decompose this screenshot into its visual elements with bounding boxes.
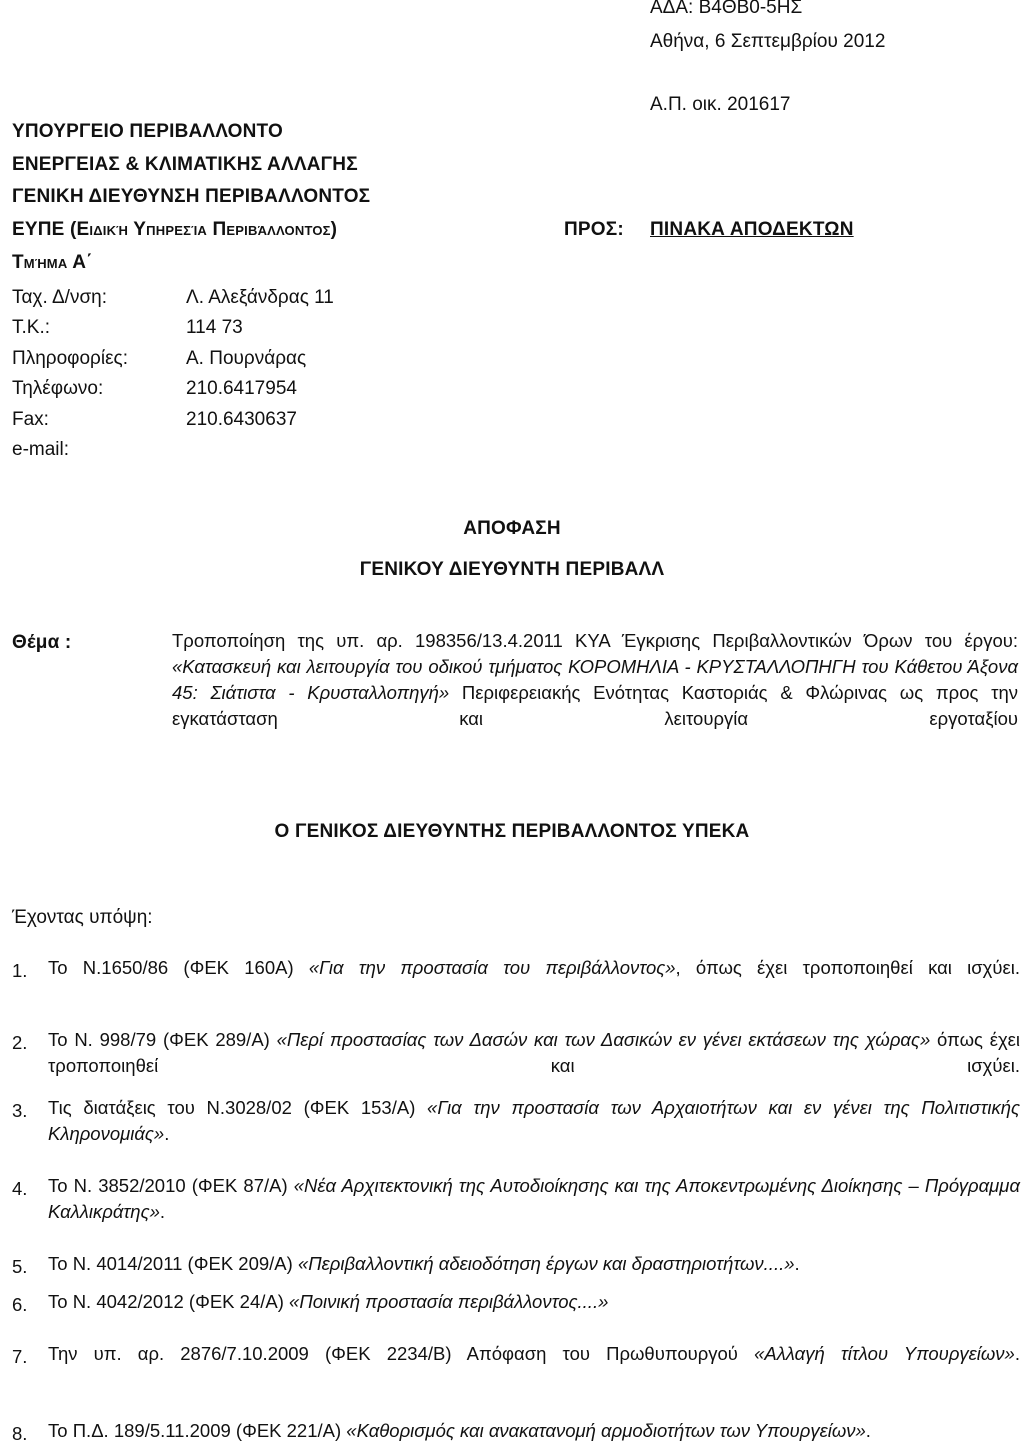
- list-item-text: Το Ν. 4042/2012 (ΦΕΚ 24/Α): [48, 1291, 290, 1312]
- sender-service-suffix: ): [330, 219, 338, 240]
- list-item: [48, 1095, 1020, 1173]
- list-item-text: .: [164, 1123, 170, 1144]
- list-item: [48, 1173, 1020, 1251]
- recipient-value: ΠΙΝΑΚΑ ΑΠΟΔΕΚΤΩΝ: [650, 219, 854, 240]
- contact-label: Τ.Κ.:: [12, 317, 51, 338]
- ada-code: ΑΔΑ: Β4ΘΒ0-5ΗΣ: [650, 0, 803, 18]
- document-date: Αθήνα, 6 Σεπτεμβρίου 2012: [650, 31, 886, 52]
- list-item-title: «Για την προστασία των Αρχαιοτήτων και εν γένει της Πολιτιστικής Κληρονομιάς»: [48, 1097, 1020, 1144]
- sender-department: Τμήμα Α΄: [12, 252, 93, 273]
- considering-heading: Έχοντας υπόψη:: [12, 907, 153, 928]
- list-item-number: 3.: [12, 1100, 28, 1121]
- protocol-number: Α.Π. οικ. 201617: [650, 94, 791, 115]
- list-item: [48, 1418, 1020, 1444]
- list-item: [48, 1289, 1020, 1315]
- list-item-text: .: [794, 1253, 800, 1274]
- list-item-number: 8.: [12, 1423, 28, 1444]
- list-item-title: «Για την προστασία του περιβάλλοντος»: [308, 957, 676, 978]
- list-item-title: «Ποινική προστασία περιβάλλοντος....»: [289, 1291, 609, 1312]
- contact-label: Ταχ. Δ/νση:: [12, 287, 108, 308]
- sender-directorate: ΓΕΝΙΚΗ ΔΙΕΥΘΥΝΣΗ ΠΕΡΙΒΑΛΛΟΝΤΟΣ: [12, 186, 371, 207]
- list-item-text: , όπως έχει τροποποιηθεί και ισχύει.: [675, 957, 1020, 978]
- list-item-title: «Αλλαγή τίτλου Υπουργείων»: [754, 1343, 1015, 1364]
- contact-value: 210.6430637: [186, 409, 297, 430]
- sender-ministry-line1: ΥΠΟΥΡΓΕΙΟ ΠΕΡΙΒΑΛΛΟΝΤΟ: [12, 121, 283, 142]
- contact-label: e-mail:: [12, 439, 70, 460]
- contact-value: Λ. Αλεξάνδρας 11: [186, 287, 334, 308]
- list-item-number: 1.: [12, 960, 28, 981]
- subject-part: Τροποποίηση της υπ. αρ. 198356/13.4.2011 ΚΥΑ Έγκρισης Περιβαλλοντικών Όρων του έργου:: [172, 630, 1018, 651]
- contact-value: Α. Πουρνάρας: [186, 348, 307, 369]
- list-item-title: «Νέα Αρχιτεκτονική της Αυτοδιοίκησης και της Αποκεντρωμένης Διοίκησης – Πρόγραμμα Καλλικράτης»: [48, 1175, 1020, 1222]
- decision-title: ΑΠΟΦΑΣΗ: [463, 518, 561, 539]
- subject-part: Περιφερειακής Ενότητας Καστοριάς & Φλώρινας ως προς την εγκατάσταση και λειτουργία εργοταξίου: [172, 682, 1018, 729]
- list-item-text: Το Ν. 4014/2011 (ΦΕΚ 209/Α): [48, 1253, 298, 1274]
- list-item-number: 7.: [12, 1346, 28, 1367]
- list-item-title: «Περί προστασίας των Δασών και των Δασικών εν γένει εκτάσεων της χώρας»: [276, 1029, 931, 1050]
- list-item-text: Το Ν. 998/79 (ΦΕΚ 289/Α): [48, 1029, 277, 1050]
- list-item-text: .: [159, 1201, 165, 1222]
- list-item-title: «Καθορισμός και ανακατανομή αρμοδιοτήτων των Υπουργείων»: [346, 1420, 866, 1441]
- sender-service-prefix: ΕΥΠΕ (: [12, 219, 77, 240]
- subject-label: Θέμα :: [12, 632, 72, 653]
- list-item-number: 4.: [12, 1178, 28, 1199]
- contact-value: 210.6417954: [186, 378, 297, 399]
- list-item-text: .: [1014, 1343, 1020, 1364]
- sender-service: [12, 219, 337, 241]
- list-item-text: Το Ν. 3852/2010 (ΦΕΚ 87/Α): [48, 1175, 294, 1196]
- list-item: [48, 1251, 1020, 1277]
- list-item-number: 5.: [12, 1256, 28, 1277]
- sender-service-name: Ειδική Υπηρεσία Περιβάλλοντος: [76, 219, 331, 240]
- subject-project: «Κατασκευή και λειτουργία του οδικού τμήματος ΚΟΡΟΜΗΛΙΑ - ΚΡΥΣΤΑΛΛΟΠΗΓΗ του Κάθετου Άξονα 45: Σιάτιστα - Κρυσταλλοπηγή»: [172, 656, 1018, 703]
- list-item-number: 6.: [12, 1294, 28, 1315]
- list-item-title: «Περιβαλλοντική αδειοδότηση έργων και δραστηριοτήτων....»: [297, 1253, 795, 1274]
- list-item: [48, 955, 1020, 1007]
- contact-value: 114 73: [186, 317, 243, 338]
- list-item-number: 2.: [12, 1032, 28, 1053]
- contact-label: Πληροφορίες:: [12, 348, 128, 369]
- list-item-text: Την υπ. αρ. 2876/7.10.2009 (ΦΕΚ 2234/Β) Απόφαση του Πρωθυπουργού: [48, 1343, 755, 1364]
- list-item-text: .: [865, 1420, 871, 1441]
- recipient-label: ΠΡΟΣ:: [564, 219, 624, 240]
- list-item-text: Το Ν.1650/86 (ΦΕΚ 160Α): [48, 957, 309, 978]
- list-item: [48, 1341, 1020, 1393]
- list-item-text: όπως έχει τροποποιηθεί και ισχύει.: [48, 1029, 1021, 1076]
- contact-label: Τηλέφωνο:: [12, 378, 104, 399]
- list-item: [48, 1027, 1020, 1105]
- contact-details: [0, 286, 400, 460]
- sender-ministry-line2: ΕΝΕΡΓΕΙΑΣ & ΚΛΙΜΑΤΙΚΗΣ ΑΛΛΑΓΗΣ: [12, 154, 358, 175]
- contact-label: Fax:: [12, 409, 49, 430]
- subject-text: [172, 628, 1018, 758]
- decision-subtitle: ΓΕΝΙΚΟΥ ΔΙΕΥΘΥΝΤΗ ΠΕΡΙΒΑΛΛ: [359, 559, 665, 580]
- director-heading: Ο ΓΕΝΙΚΟΣ ΔΙΕΥΘΥΝΤΗΣ ΠΕΡΙΒΑΛΛΟΝΤΟΣ ΥΠΕΚΑ: [274, 821, 750, 842]
- list-item-text: Τις διατάξεις του Ν.3028/02 (ΦΕΚ 153/Α): [48, 1097, 428, 1118]
- list-item-text: Το Π.Δ. 189/5.11.2009 (ΦΕΚ 221/Α): [48, 1420, 347, 1441]
